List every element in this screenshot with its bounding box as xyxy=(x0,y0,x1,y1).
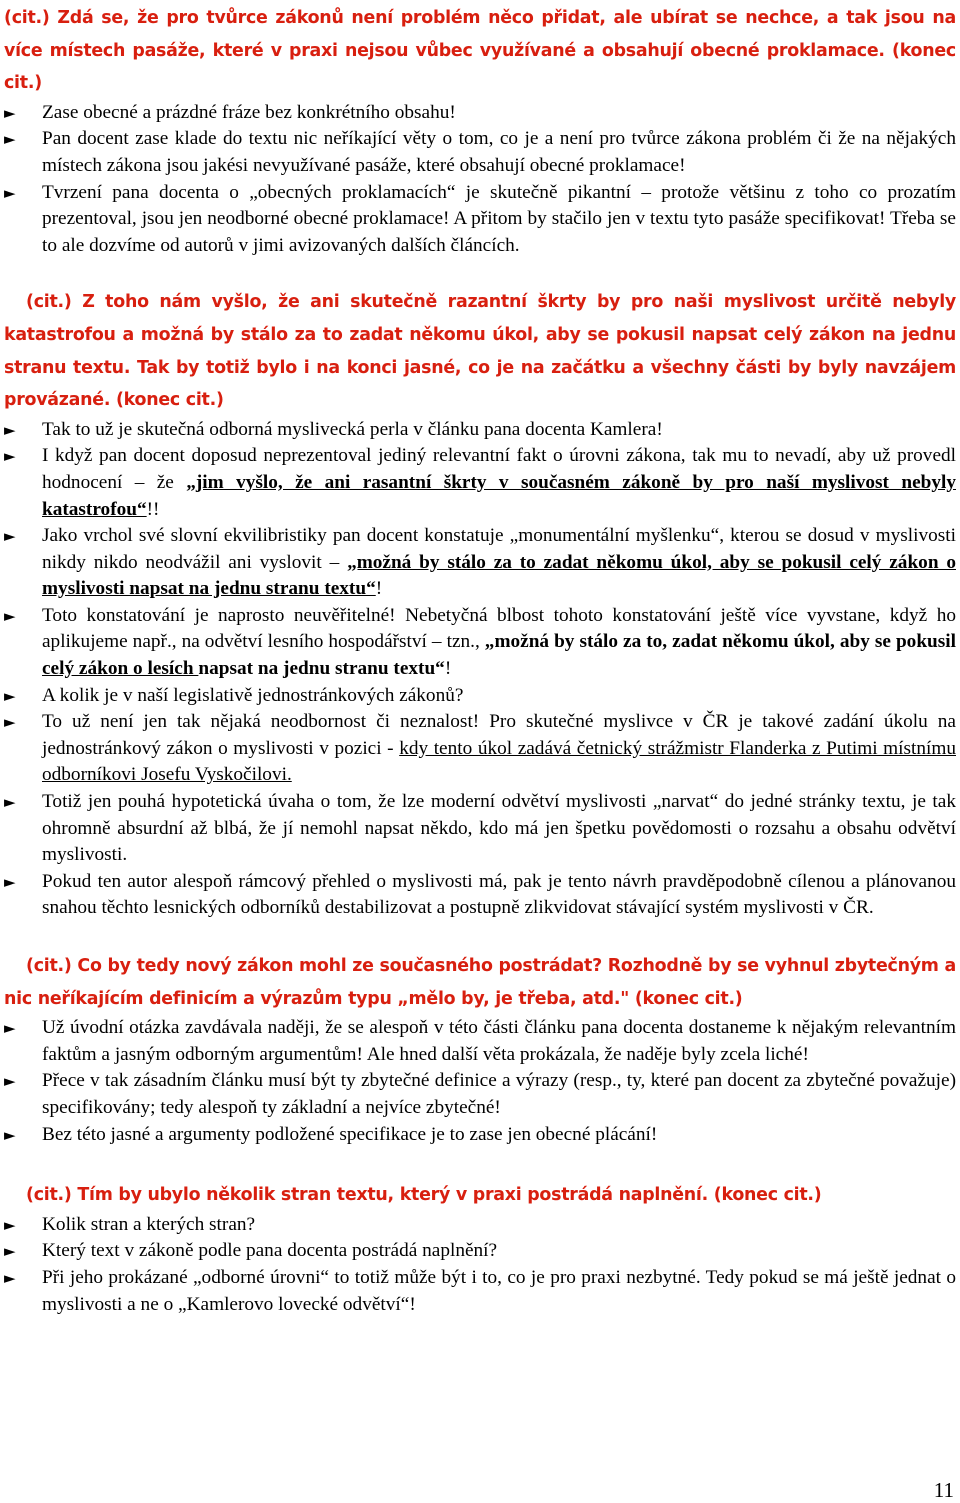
arrow-bullet-icon: ► xyxy=(4,1019,16,1038)
arrow-bullet-icon: ► xyxy=(4,1072,16,1091)
underlined-quote: „možná by stálo za to zadat někomu úkol, aby se pokusil celý zákon o myslivosti napsat na jednu stranu textu“ xyxy=(42,551,956,600)
arrow-bullet-icon: ► xyxy=(4,1268,16,1287)
list-item: ► Totiž jen pouhá hypotetická úvaha o tom, že lze moderní odvětví myslivosti „narvat“ do jedné stránky textu, je tak ohromně absurdní až blbá, že jí nemohl napsat někdo, kdo má jen špetku povědomosti o rozsahu a obsahu odvětví myslivosti. xyxy=(4,791,956,866)
list-item: ► Zase obecné a prázdné fráze bez konkrétního obsahu! xyxy=(4,100,956,127)
arrow-bullet-icon: ► xyxy=(4,103,16,122)
list-item: ► Pokud ten autor alespoň rámcový přehled o myslivosti má, pak je tento návrh pravděpodobně cílenou a plánovanou snahou těchto lesnických odborníků destabilizovat a postupně zlikvidovat stávající systém myslivosti v ČR. xyxy=(4,870,956,919)
page-number: 11 xyxy=(933,1478,954,1502)
list-item: ► I když pan docent doposud neprezentoval jediný relevantní fakt o úrovni zákona, tak mu to nevadí, aby už provedl hodnocení – že „jim vyšlo, že ani rasantní škrty v současném zákoně by pro naší myslivost nebyly katastrofou“!! xyxy=(4,445,956,520)
bold-quote: „možná by stálo za to, zadat někomu úkol, aby se pokusil xyxy=(484,631,956,653)
arrow-bullet-icon: ► xyxy=(4,713,16,732)
list-item: ► Bez této jasné a argumenty podložené specifikace je to zase jen obecné plácání! xyxy=(4,1122,956,1149)
underlined-quote: „jim vyšlo, že ani rasantní škrty v současném zákoně by pro naší myslivost nebyly katastrofou“ xyxy=(42,471,956,520)
bullet-list-2 xyxy=(4,417,956,922)
arrow-bullet-icon: ► xyxy=(4,1242,16,1261)
arrow-bullet-icon: ► xyxy=(4,872,16,891)
underlined-phrase: celý zákon o lesích xyxy=(42,658,199,680)
arrow-bullet-icon: ► xyxy=(4,527,16,546)
list-item: ► To už není jen tak nějaká neodbornost či neznalost! Pro skutečné myslivce v ČR je takové zadání úkolu na jednostránkový zákon o myslivosti v pozici - kdy tento úkol zadává četnický strážmistr Flanderka z Putimi místnímu odborníkovi Josefu Vyskočilovi. xyxy=(4,711,956,786)
arrow-bullet-icon: ► xyxy=(4,183,16,202)
list-item: ► Tak to už je skutečná odborná myslivecká perla v článku pana docenta Kamlera! xyxy=(4,417,956,444)
arrow-bullet-icon: ► xyxy=(4,1125,16,1144)
list-item: ► Pan docent zase klade do textu nic neříkající věty o tom, co je a není pro tvůrce zákona problém či že na nějakých místech zákona jsou jakési nevyužívané pasáže, které obsahují obecné proklamace! xyxy=(4,128,956,176)
bullet-list-3 xyxy=(4,1015,956,1148)
bullet-list-4 xyxy=(4,1212,956,1318)
arrow-bullet-icon: ► xyxy=(4,1215,16,1234)
quote-4: (cit.) Tím by ubylo několik stran textu, který v praxi postrádá naplnění. (konec cit.) xyxy=(26,1185,822,1206)
arrow-bullet-icon: ► xyxy=(4,447,16,466)
underlined-phrase: kdy tento úkol zadává četnický strážmistr Flanderka z Putimi místnímu odborníkovi Josefu Vyskočilovi. xyxy=(42,737,956,786)
arrow-bullet-icon: ► xyxy=(4,606,16,625)
list-item: ► A kolik je v naší legislativě jednostránkových zákonů? xyxy=(4,683,956,710)
quote-2: (cit.) Z toho nám vyšlo, že ani skutečně razantní škrty by pro naši myslivost určitě nebyly katastrofou a možná by stálo za to zadat někomu úkol, aby se pokusil napsat celý zákon na jednu stranu textu. Tak by totiž bylo i na konci jasné, co je na začátku a všechny části by byly navzájem provázané. (konec cit.) xyxy=(4,292,956,411)
quote-3: (cit.) Co by tedy nový zákon mohl ze současného postrádat? Rozhodně by se vyhnul zbytečným a nic neříkajícím definicím a výrazům typu „mělo by, je třeba, atd." (konec cit.) xyxy=(4,956,956,1009)
arrow-bullet-icon: ► xyxy=(4,793,16,812)
list-item: ► Kolik stran a kterých stran? xyxy=(4,1212,956,1239)
bold-quote-end: napsat na jednu stranu textu“ xyxy=(198,658,445,680)
arrow-bullet-icon: ► xyxy=(4,686,16,705)
arrow-bullet-icon: ► xyxy=(4,420,16,439)
list-item: ► Který text v zákoně podle pana docenta postrádá naplnění? xyxy=(4,1238,956,1265)
list-item: ► Tvrzení pana docenta o „obecných proklamacích“ je skutečně pikantní – protože většinu z toho co prozatím prezentoval, jsou jen neodborné obecné proklamace! A přitom by stačilo jen v textu tyto pasáže specifikovat! Třeba se to ale dozvíme od autorů v jimi avizovaných dalších článcích. xyxy=(4,181,956,256)
list-item: ► Přece v tak zásadním článku musí být ty zbytečné definice a výrazy (resp., ty, které pan docent za zbytečné považuje) specifikovány; tedy alespoň ty základní a nejvíce zbytečné! xyxy=(4,1070,956,1118)
bullet-list-1 xyxy=(4,100,956,260)
list-item: ► Při jeho prokázané „odborné úrovni“ to totiž může být i to, co je pro praxi nezbytné. Tedy pokud se má ještě jednat o myslivosti a ne o „Kamlerovo lovecké odvětví“! xyxy=(4,1266,956,1315)
list-item: ► Jako vrchol své slovní ekvilibristiky pan docent konstatuje „monumentální myšlenku“, kterou se dosud v myslivosti nikdy nikdo neodvážil ani vyslovit – „možná by stálo za to zadat někomu úkol, aby se pokusil celý zákon o myslivosti napsat na jednu stranu textu“! xyxy=(4,525,956,600)
list-item: ► Toto konstatování je naprosto neuvěřitelné! Nebetyčná blbost tohoto konstatování ještě více vyvstane, když ho aplikujeme např., na odvětví lesního hospodářství – tzn., „možná by stálo za to, zadat někomu úkol, aby se pokusil celý zákon o lesích napsat na jednu stranu textu“! xyxy=(4,604,956,680)
list-item: ► Už úvodní otázka zavdávala naději, že se alespoň v této části článku pana docenta dostaneme k nějakým relevantním faktům a jasným odborným argumentům! Ale hned další věta prokázala, že naděje byly zcela liché! xyxy=(4,1017,956,1065)
arrow-bullet-icon: ► xyxy=(4,130,16,149)
quote-1: (cit.) Zdá se, že pro tvůrce zákonů není problém něco přidat, ale ubírat se nechce, a tak jsou na více místech pasáže, které v praxi nejsou vůbec využívané a obsahují obecné proklamace. (konec cit.) xyxy=(4,8,956,94)
